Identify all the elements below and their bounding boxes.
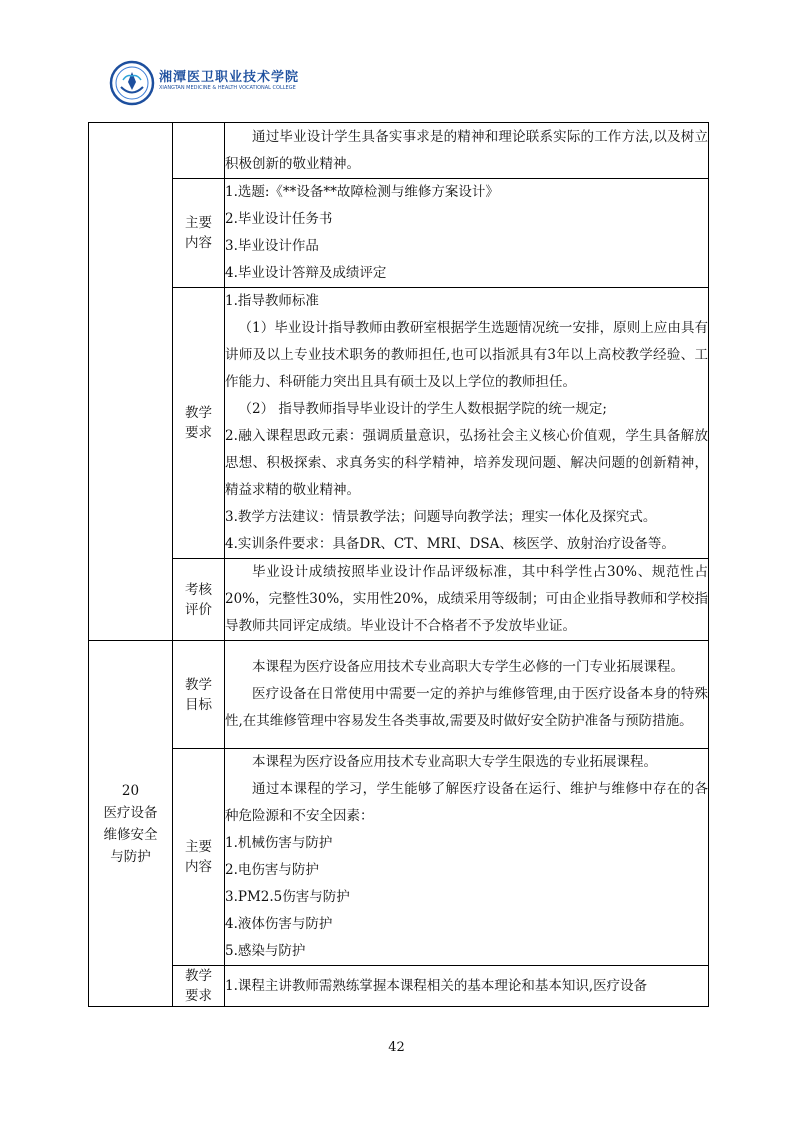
list-item: （1）毕业设计指导教师由教研室根据学生选题情况统一安排，原则上应由具有讲师及以上专业技术职务的教师担任,也可以指派具有3年以上高校教学经验、工作能力、科研能力突出且具有硕士及以上学位的教师担任。: [225, 320, 708, 390]
list-item: （2） 指导教师指导毕业设计的学生人数根据学院的统一规定;: [238, 401, 607, 417]
list-item: 4.液体伤害与防护: [225, 916, 333, 932]
list-item: 1.机械伤害与防护: [225, 835, 333, 851]
course-cell-prev: [89, 123, 173, 641]
list-item: 2.电伤害与防护: [225, 862, 319, 878]
school-name-en: XIANGTAN MEDICINE & HEALTH VOCATIONAL COLLEGE: [159, 85, 296, 91]
list-item: 1.指导教师标准: [225, 293, 319, 309]
label-cell-empty: [173, 123, 225, 179]
list-item: 2.融入课程思政元素：强调质量意识，弘扬社会主义核心价值观，学生具备解放思想、积极探索、求真务实的科学精神，培养发现问题、解决问题的创新精神，精益求精的敬业精神。: [225, 428, 708, 498]
requirement-cell: [225, 288, 709, 559]
list-item: 通过本课程的学习，学生能够了解医疗设备在运行、维护与维修中存在的各种危险源和不安全因素：: [225, 781, 708, 824]
list-item: 本课程为医疗设备应用技术专业高职大专学生限选的专业拓展课程。: [252, 754, 657, 770]
table-row: [89, 288, 709, 559]
table-row: [89, 559, 709, 641]
course-cell: [89, 641, 173, 1007]
list-item: 4.毕业设计答辩及成绩评定: [225, 265, 387, 281]
table-row: [89, 749, 709, 966]
goal-text: 本课程为医疗设备应用技术专业高职大专学生必修的一门专业拓展课程。: [252, 659, 684, 675]
school-logo: [109, 60, 300, 106]
list-item: 3.PM2.5伤害与防护: [225, 889, 350, 905]
requirement-label: 教学 要求: [173, 288, 225, 559]
list-item: 1.选题:《**设备**故障检测与维修方案设计》: [225, 184, 499, 200]
content-label: 主要 内容: [173, 179, 225, 288]
table-row: [89, 179, 709, 288]
list-item: 5.感染与防护: [225, 943, 306, 959]
table-row: [89, 641, 709, 749]
goal-label: 教学 目标: [173, 641, 225, 749]
list-item: 1.课程主讲教师需熟练掌握本课程相关的基本理论和基本知识,医疗设备: [225, 977, 648, 994]
goal-text: 医疗设备在日常使用中需要一定的养护与维修管理,由于医疗设备本身的特殊性,在其维修管理中容易发生各类事故,需要及时做好安全防护准备与预防措施。: [225, 686, 708, 729]
list-item: 4.实训条件要求：具备DR、CT、MRI、DSA、核医学、放射治疗设备等。: [225, 536, 675, 552]
table-row: [89, 123, 709, 179]
course-number: 20: [121, 782, 140, 799]
list-item: 3.毕业设计作品: [225, 238, 319, 254]
school-name: 湘潭医卫职业技术学院: [159, 70, 300, 85]
requirement-label: 教学 要求: [173, 966, 225, 1007]
evaluation-cell: [225, 559, 709, 641]
content-label: 主要 内容: [173, 749, 225, 966]
evaluation-text: 毕业设计成绩按照毕业设计作品评级标准，其中科学性占30%、规范性占20%，完整性30%，实用性20%，成绩采用等级制；可由企业指导教师和学校指导教师共同评定成绩。毕业设计不合格者不予发放毕业证。: [225, 564, 708, 634]
evaluation-label: 考核 评价: [173, 559, 225, 641]
page-number: 42: [388, 1040, 405, 1055]
requirement-cell: [225, 966, 709, 1007]
course-name: 医疗设备 维修安全 与防护: [103, 804, 158, 865]
table-row: [89, 966, 709, 1007]
goal-cell: [225, 641, 709, 749]
content-cell: [225, 749, 709, 966]
list-item: 2.毕业设计任务书: [225, 211, 333, 227]
goal-text: 通过毕业设计学生具备实事求是的精神和理论联系实际的工作方法,以及树立积极创新的敬业精神。: [225, 128, 708, 172]
school-emblem-icon: [109, 60, 155, 106]
list-item: 3.教学方法建议：情景教学法；问题导向教学法；理实一体化及探究式。: [225, 509, 657, 525]
course-table: [88, 122, 709, 1007]
content-cell: [225, 179, 709, 288]
goal-cell: [225, 123, 709, 179]
